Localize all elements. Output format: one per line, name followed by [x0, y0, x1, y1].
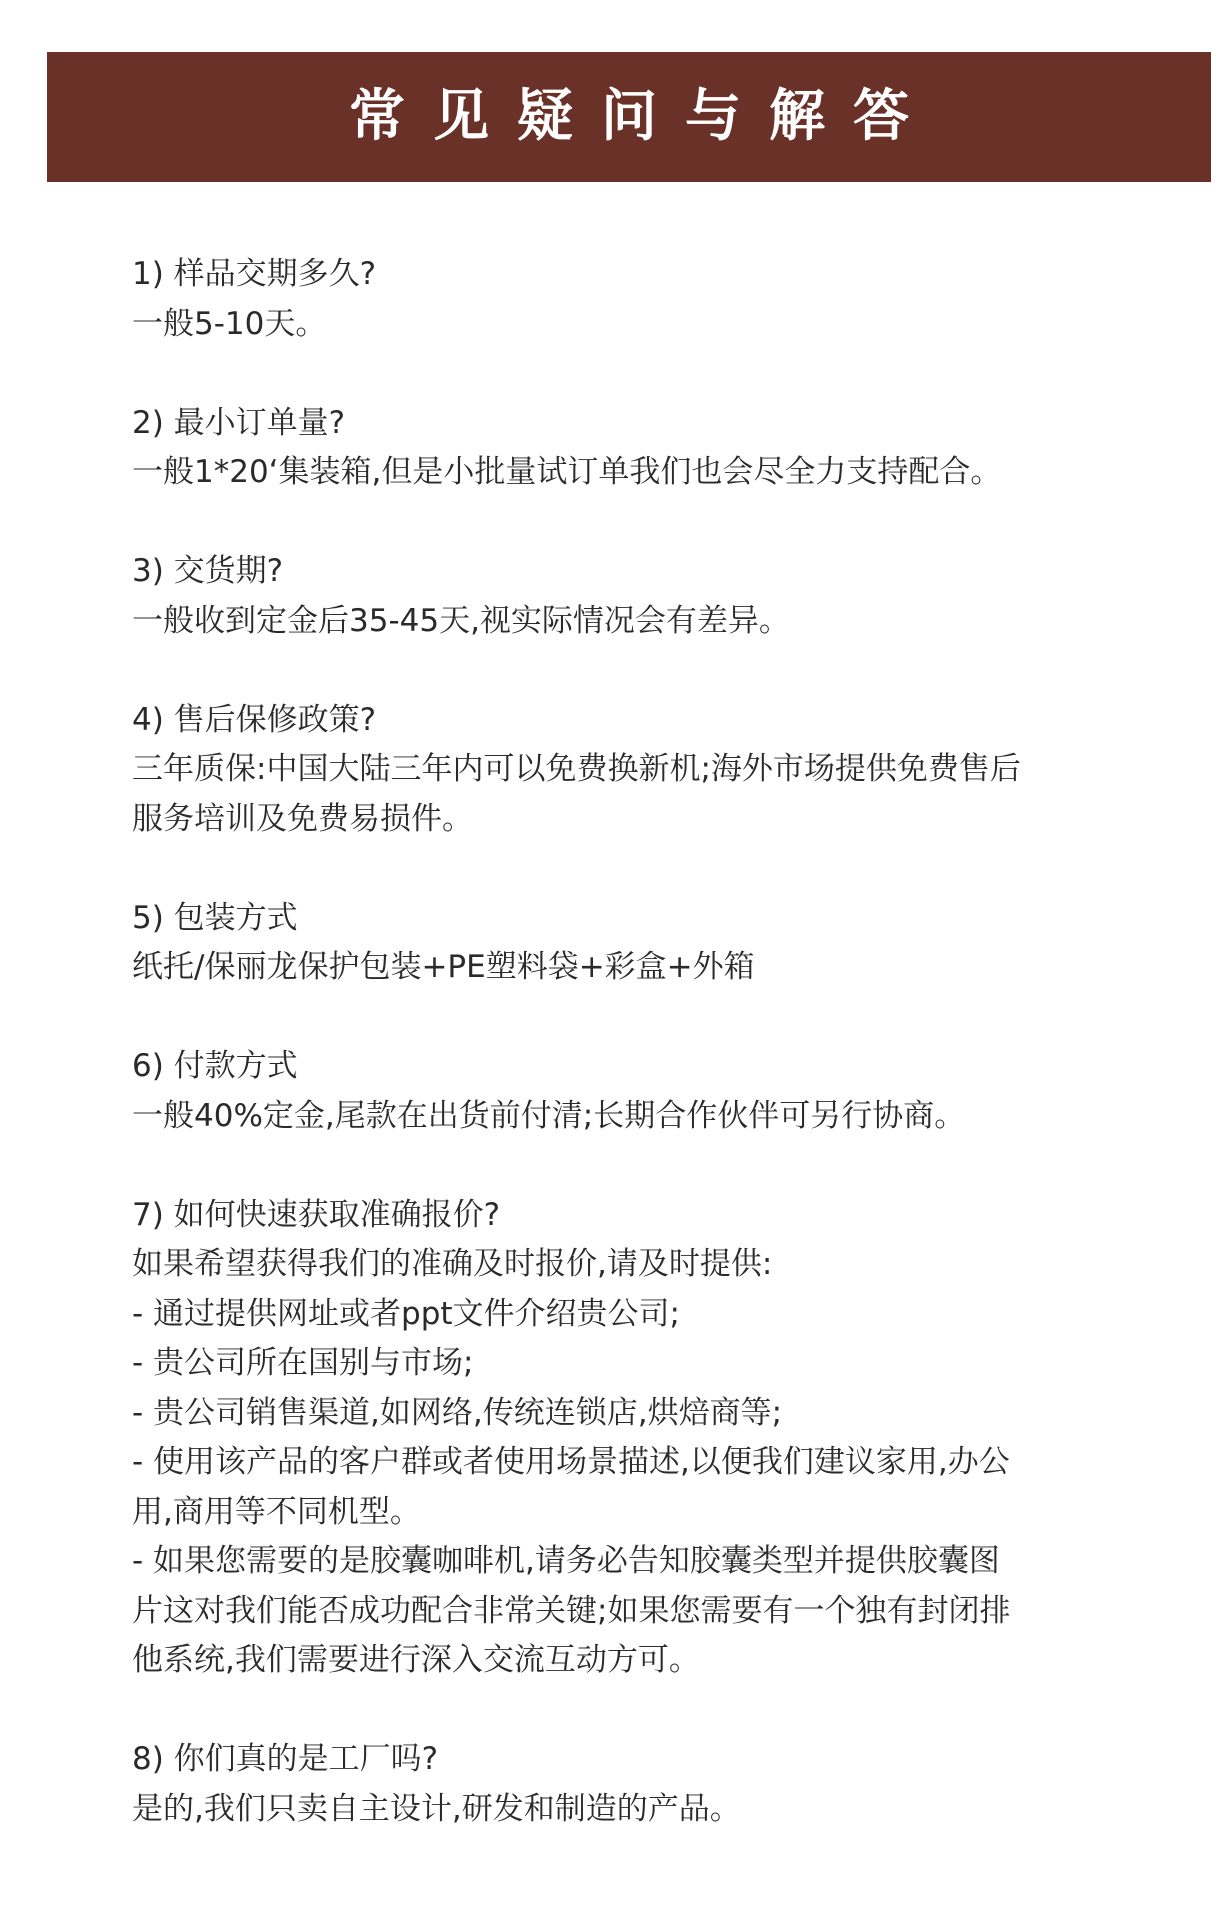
faq-item [132, 399, 1172, 498]
faq-answer: 用,商用等不同机型。 [132, 1493, 421, 1530]
page-title: 常见疑问与解答 [349, 84, 937, 149]
faq-answer: - 通过提供网址或者ppt文件介绍贵公司; [132, 1295, 680, 1332]
faq-answer: 一般40%定金,尾款在出货前付清;长期合作伙伴可另行协商。 [132, 1097, 966, 1134]
faq-question: 4) 售后保修政策? [132, 701, 377, 738]
faq-list [132, 250, 1172, 1884]
faq-answer: 一般收到定金后35-45天,视实际情况会有差异。 [132, 602, 790, 639]
faq-question: 7) 如何快速获取准确报价? [132, 1196, 501, 1233]
faq-answer: 他系统,我们需要进行深入交流互动方可。 [132, 1642, 700, 1678]
faq-answer: - 如果您需要的是胶囊咖啡机,请务必告知胶囊类型并提供胶囊图 [132, 1543, 1000, 1579]
faq-answer: 是的,我们只卖自主设计,研发和制造的产品。 [132, 1790, 741, 1827]
faq-question: 2) 最小订单量? [132, 404, 346, 441]
faq-answer: - 使用该产品的客户群或者使用场景描述,以便我们建议家用,办公 [132, 1444, 1010, 1480]
faq-item [132, 250, 1172, 349]
faq-item [132, 696, 1172, 845]
faq-answer: 一般5-10天。 [132, 305, 327, 342]
faq-answer: - 贵公司销售渠道,如网络,传统连锁店,烘焙商等; [132, 1394, 783, 1431]
faq-item [132, 1042, 1172, 1141]
faq-item [132, 894, 1172, 993]
faq-question: 8) 你们真的是工厂吗? [132, 1741, 439, 1777]
faq-answer: 服务培训及免费易损件。 [132, 800, 473, 837]
faq-answer: 三年质保:中国大陆三年内可以免费换新机;海外市场提供免费售后 [132, 751, 1021, 787]
faq-answer: 纸托/保丽龙保护包装+PE塑料袋+彩盒+外箱 [132, 949, 755, 985]
faq-item [132, 1735, 1172, 1834]
faq-question: 6) 付款方式 [132, 1048, 298, 1084]
faq-question: 5) 包装方式 [132, 899, 298, 936]
faq-item [132, 1191, 1172, 1686]
faq-answer: 如果希望获得我们的准确及时报价,请及时提供: [132, 1246, 773, 1282]
header-banner [47, 52, 1211, 182]
faq-answer: - 贵公司所在国别与市场; [132, 1345, 474, 1381]
faq-answer: 一般1*20‘集装箱,但是小批量试订单我们也会尽全力支持配合。 [132, 454, 1002, 490]
faq-item [132, 547, 1172, 646]
faq-question: 1) 样品交期多久? [132, 256, 377, 292]
faq-question: 3) 交货期? [132, 553, 284, 589]
faq-answer: 片这对我们能否成功配合非常关键;如果您需要有一个独有封闭排 [132, 1592, 1011, 1629]
